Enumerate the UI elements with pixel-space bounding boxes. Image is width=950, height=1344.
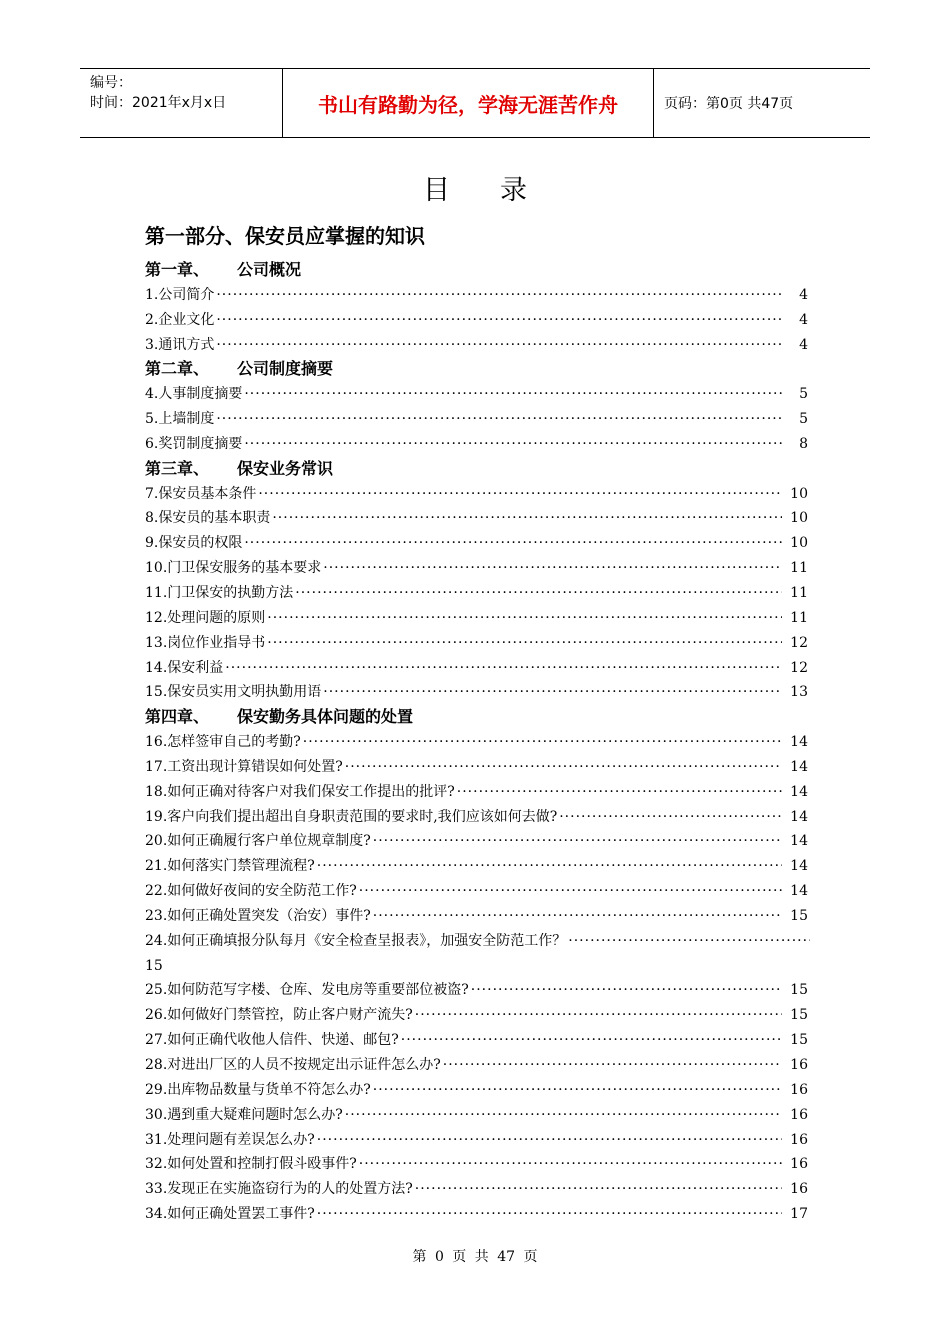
toc-entry-label: 34.如何正确处置罢工事件? — [145, 1206, 315, 1223]
toc-entry-continuation — [145, 954, 810, 979]
toc-entry-label: 28.对进出厂区的人员不按规定出示证件怎么办? — [145, 1057, 441, 1073]
dot-leader — [303, 730, 782, 755]
toc-entry-label: 6.奖罚制度摘要 — [145, 435, 243, 452]
toc-entry-label: 32.如何处置和控制打假斗殴事件? — [145, 1156, 357, 1173]
toc-entry-label: 20.如何正确履行客户单位规章制度? — [145, 833, 371, 850]
dot-leader — [267, 606, 782, 631]
toc-entry-label: 4.人事制度摘要 — [145, 386, 243, 403]
chapter-heading — [145, 705, 810, 730]
header-info — [80, 69, 282, 137]
toc-entry-page: 17 — [790, 1206, 808, 1223]
toc-entry-label: 3.通讯方式 — [145, 336, 215, 353]
toc-entry-label: 24.如何正确填报分队每月《安全检查呈报表》，加强安全防范工作？ — [145, 932, 567, 949]
dot-leader — [443, 1053, 782, 1078]
dot-leader — [216, 407, 782, 432]
toc-entry-label: 25.如何防范写字楼、仓库、发电房等重要部位被盗? — [145, 982, 469, 999]
dot-leader — [244, 382, 782, 407]
dot-leader — [373, 829, 782, 854]
chapter-number: 第三章、 — [145, 458, 210, 478]
dot-leader — [216, 308, 782, 333]
toc-entry-page: 16 — [790, 1156, 808, 1173]
chapter-title: 公司制度摘要 — [237, 359, 334, 379]
toc-entry[interactable] — [145, 929, 810, 954]
toc-entry[interactable] — [145, 482, 810, 507]
toc-entry-label: 31.处理问题有差误怎么办? — [145, 1131, 315, 1148]
header-motto: 书山有路勤为径，学海无涯苦作舟 — [282, 69, 654, 137]
toc-entry[interactable] — [145, 333, 810, 358]
toc-entry-label: 27.如何正确代收他人信件、快递、邮包? — [145, 1032, 399, 1049]
dot-leader — [559, 805, 782, 830]
dot-leader — [359, 879, 782, 904]
toc-entry-label: 22.如何做好夜间的安全防范工作? — [145, 883, 357, 900]
number-label: 编号： — [90, 75, 132, 91]
toc-entry[interactable] — [145, 1177, 810, 1202]
dot-leader — [295, 581, 782, 606]
toc-entry-page: 5 — [799, 411, 808, 428]
toc-entry[interactable] — [145, 854, 810, 879]
dot-leader — [323, 680, 782, 705]
toc-entry-page: 14 — [790, 758, 808, 775]
toc-entry-label: 16.怎样签审自己的考勤? — [145, 734, 301, 751]
toc-entry-label: 26.如何做好门禁管控，防止客户财产流失? — [145, 1007, 413, 1024]
toc-entry[interactable] — [145, 1128, 810, 1153]
toc-entry-page: 11 — [790, 584, 808, 601]
dot-leader — [317, 1202, 782, 1227]
toc-entry[interactable] — [145, 730, 810, 755]
dot-leader — [258, 482, 782, 507]
toc-entry[interactable] — [145, 978, 810, 1003]
table-of-contents — [145, 258, 810, 1227]
toc-entry-label: 21.如何落实门禁管理流程? — [145, 858, 315, 875]
toc-entry[interactable] — [145, 631, 810, 656]
chapter-heading — [145, 457, 810, 482]
toc-entry-page: 16 — [790, 1181, 808, 1198]
chapter-number: 第四章、 — [145, 707, 210, 727]
toc-entry-label: 1.公司简介 — [145, 286, 215, 303]
toc-entry[interactable] — [145, 581, 810, 606]
dot-leader — [244, 531, 782, 556]
toc-entry-label: 17.工资出现计算错误如何处置? — [145, 758, 343, 775]
chapter-heading — [145, 357, 810, 382]
dot-leader — [317, 854, 782, 879]
toc-entry[interactable] — [145, 904, 810, 929]
dot-leader — [568, 929, 810, 954]
dot-leader — [415, 1177, 782, 1202]
toc-entry[interactable] — [145, 1003, 810, 1028]
toc-entry-label: 9.保安员的权限 — [145, 535, 243, 552]
toc-entry[interactable] — [145, 606, 810, 631]
dot-leader — [272, 506, 782, 531]
toc-entry-page: 10 — [790, 485, 808, 502]
toc-entry-label: 8.保安员的基本职责 — [145, 510, 271, 527]
toc-entry[interactable] — [145, 755, 810, 780]
chapter-title: 公司概况 — [237, 260, 302, 279]
toc-entry-label: 33.发现正在实施盗窃行为的人的处置方法? — [145, 1181, 413, 1198]
toc-entry[interactable] — [145, 805, 810, 830]
toc-entry-page: 15 — [790, 907, 808, 924]
page-footer: 第 0 页 共 47 页 — [412, 1249, 538, 1265]
toc-entry-page: 16 — [790, 1106, 808, 1123]
toc-entry[interactable] — [145, 506, 810, 531]
dot-leader — [401, 1028, 782, 1053]
toc-entry[interactable] — [145, 1152, 810, 1177]
toc-entry-label: 5.上墙制度 — [145, 411, 215, 428]
toc-entry-page: 11 — [790, 609, 808, 626]
chapter-title: 保安业务常识 — [237, 458, 334, 478]
toc-entry-page: 14 — [790, 833, 808, 850]
time-label: 时间：2021年x月x日 — [90, 95, 227, 111]
toc-entry-label: 18.如何正确对待客户对我们保安工作提出的批评? — [145, 783, 455, 800]
dot-leader — [267, 631, 782, 656]
toc-entry-page: 12 — [790, 659, 808, 676]
toc-entry-page: 10 — [790, 510, 808, 527]
dot-leader — [415, 1003, 782, 1028]
page-header — [80, 68, 870, 138]
toc-entry-label: 10.门卫保安服务的基本要求 — [145, 560, 322, 577]
dot-leader — [317, 1128, 782, 1153]
toc-entry[interactable] — [145, 1053, 810, 1078]
toc-entry-page: 8 — [799, 435, 808, 452]
toc-entry-page: 10 — [790, 535, 808, 552]
toc-entry-label: 7.保安员基本条件 — [145, 485, 257, 502]
toc-entry-page: 15 — [790, 1007, 808, 1024]
toc-entry[interactable] — [145, 531, 810, 556]
toc-entry-page: 16 — [790, 1081, 808, 1098]
toc-entry-page: 4 — [799, 286, 808, 303]
dot-leader — [359, 1152, 782, 1177]
toc-entry[interactable] — [145, 1103, 810, 1128]
part-title: 第一部分、保安员应掌握的知识 — [145, 224, 425, 248]
toc-entry-page: 16 — [790, 1057, 808, 1073]
toc-entry[interactable] — [145, 829, 810, 854]
toc-entry[interactable] — [145, 656, 810, 681]
page-title: 目录 — [423, 175, 577, 206]
toc-entry-page: 11 — [790, 560, 808, 577]
toc-entry[interactable] — [145, 382, 810, 407]
dot-leader — [457, 780, 782, 805]
toc-entry-label: 14.保安利益 — [145, 659, 224, 676]
toc-entry-label: 29.出库物品数量与货单不符怎么办? — [145, 1081, 371, 1098]
dot-leader — [345, 1103, 782, 1128]
toc-entry[interactable] — [145, 879, 810, 904]
dot-leader — [216, 283, 782, 308]
toc-entry[interactable] — [145, 780, 810, 805]
dot-leader — [373, 1078, 782, 1103]
toc-entry[interactable] — [145, 407, 810, 432]
toc-entry-page: 14 — [790, 808, 808, 825]
toc-entry-page: 4 — [799, 311, 808, 328]
toc-entry[interactable] — [145, 1202, 810, 1227]
toc-entry-label: 23.如何正确处置突发（治安）事件? — [145, 907, 371, 924]
toc-entry[interactable] — [145, 283, 810, 308]
toc-entry-page: 5 — [799, 386, 808, 403]
toc-entry-label: 11.门卫保安的执勤方法 — [145, 584, 294, 601]
toc-entry-label: 15.保安员实用文明执勤用语 — [145, 684, 322, 701]
toc-entry-label: 13.岗位作业指导书 — [145, 634, 266, 651]
toc-entry[interactable] — [145, 308, 810, 333]
toc-entry-label: 30.遇到重大疑难问题时怎么办? — [145, 1106, 343, 1123]
toc-entry-page: 15 — [790, 982, 808, 999]
toc-entry-label: 2.企业文化 — [145, 311, 215, 328]
dot-leader — [323, 556, 782, 581]
toc-entry-label: 12.处理问题的原则 — [145, 609, 266, 626]
toc-entry-page: 15 — [790, 1032, 808, 1049]
toc-entry-label: 19.客户向我们提出超出自身职责范围的要求时,我们应该如何去做? — [145, 808, 558, 825]
chapter-title: 保安勤务具体问题的处置 — [237, 707, 414, 727]
dot-leader — [216, 333, 782, 358]
toc-entry-page: 14 — [790, 734, 808, 751]
header-page-label: 页码：第0页 共47页 — [664, 96, 794, 112]
toc-entry[interactable] — [145, 1078, 810, 1103]
toc-entry-page: 12 — [790, 634, 808, 651]
toc-entry-page: 15 — [145, 957, 163, 974]
toc-entry-page: 14 — [790, 858, 808, 875]
toc-entry-page: 13 — [790, 684, 808, 701]
dot-leader — [373, 904, 782, 929]
dot-leader — [225, 656, 782, 681]
dot-leader — [244, 432, 782, 457]
dot-leader — [345, 755, 782, 780]
toc-entry[interactable] — [145, 432, 810, 457]
toc-entry[interactable] — [145, 1028, 810, 1053]
toc-entry-page: 4 — [799, 336, 808, 353]
toc-entry[interactable] — [145, 556, 810, 581]
chapter-number: 第二章、 — [145, 359, 210, 379]
toc-entry-page: 14 — [790, 783, 808, 800]
chapter-number: 第一章、 — [145, 260, 210, 279]
chapter-heading — [145, 258, 810, 283]
dot-leader — [471, 978, 782, 1003]
toc-entry-page: 14 — [790, 883, 808, 900]
toc-entry-page: 16 — [790, 1131, 808, 1148]
toc-entry[interactable] — [145, 680, 810, 705]
